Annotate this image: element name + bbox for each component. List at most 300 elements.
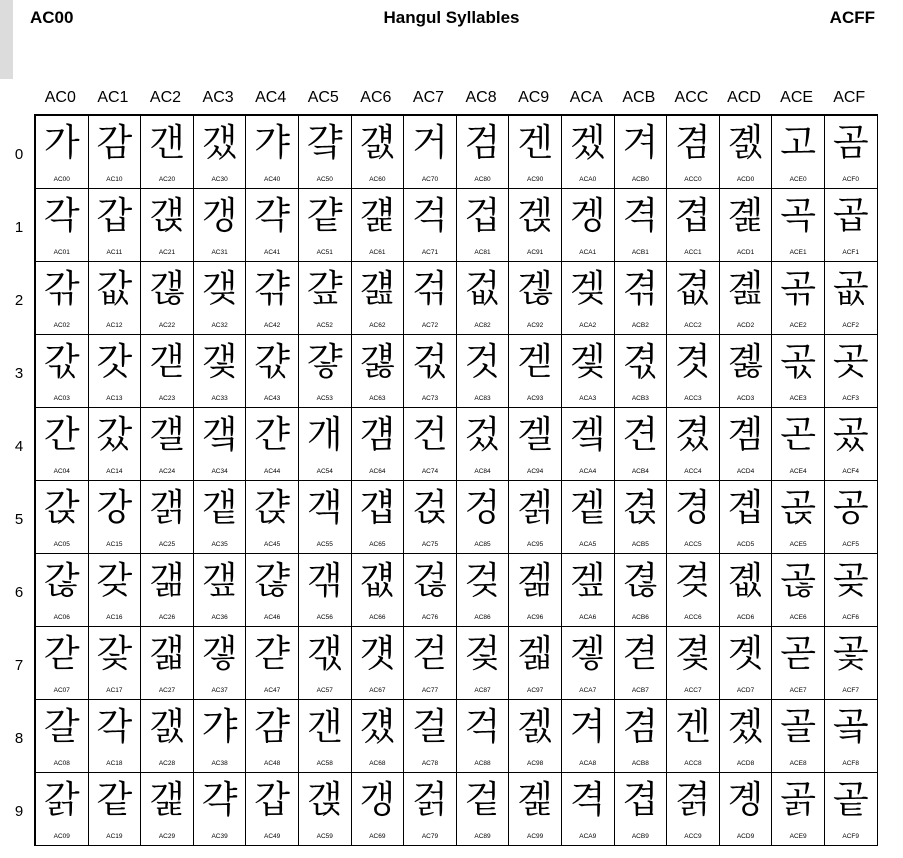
code-point-label: AC67 <box>369 687 386 694</box>
glyph-cell <box>89 189 142 262</box>
glyph-cell <box>299 335 352 408</box>
glyph: 공 <box>832 486 869 529</box>
glyph: 갧 <box>149 632 185 675</box>
glyph: 겸 <box>622 705 659 748</box>
code-point-label: AC31 <box>211 249 228 256</box>
glyph: 갠 <box>149 121 185 164</box>
glyph-cell <box>615 335 668 408</box>
glyph-cell <box>194 700 247 773</box>
glyph-cell <box>404 554 457 627</box>
glyph: 겠 <box>569 121 606 164</box>
glyph: 걒 <box>306 267 343 310</box>
glyph: 갖 <box>96 559 133 602</box>
glyph: 걱 <box>464 705 501 748</box>
glyph: 간 <box>43 413 80 456</box>
glyph-cell <box>772 481 825 554</box>
code-point-label: AC45 <box>264 541 281 548</box>
code-point-label: ACF7 <box>842 687 860 694</box>
glyph-cell <box>36 773 89 846</box>
glyph: 갃 <box>43 340 80 383</box>
glyph: 걈 <box>254 705 291 748</box>
glyph: 겄 <box>464 413 501 456</box>
glyph-cell <box>615 481 668 554</box>
glyph-cell <box>825 189 878 262</box>
column-header: ACC <box>674 89 709 106</box>
chart-row <box>36 262 878 335</box>
code-point-label: AC94 <box>527 468 544 475</box>
glyph-cell <box>720 408 773 481</box>
code-point-label: ACC2 <box>684 322 702 329</box>
glyph: 겯 <box>622 632 659 675</box>
code-point-label: AC70 <box>421 176 439 183</box>
code-point-label: ACA2 <box>579 322 597 329</box>
code-point-label: AC28 <box>158 760 176 767</box>
glyph-cell <box>89 481 142 554</box>
code-point-label: AC79 <box>421 833 439 840</box>
glyph: 곶 <box>832 559 869 602</box>
glyph-cell <box>562 554 615 627</box>
code-point-label: ACA0 <box>579 176 597 183</box>
glyph: 강 <box>96 486 133 529</box>
glyph-cell <box>352 773 405 846</box>
code-point-label: AC43 <box>264 395 281 402</box>
glyph-cell <box>404 116 457 189</box>
code-point-label: AC16 <box>106 614 123 621</box>
glyph-cell <box>667 481 720 554</box>
column-header: AC1 <box>97 89 129 106</box>
glyph-cell <box>89 116 142 189</box>
code-point-label: ACE1 <box>789 249 807 256</box>
code-point-label: ACE8 <box>789 760 807 767</box>
code-point-label: ACF3 <box>842 395 860 402</box>
code-point-label: ACF1 <box>842 249 860 256</box>
code-point-label: ACD8 <box>736 760 755 767</box>
glyph: 개 <box>306 413 343 456</box>
glyph-cell <box>772 116 825 189</box>
glyph: 겐 <box>675 705 711 748</box>
glyph: 겭 <box>622 486 659 529</box>
glyph-cell <box>509 627 562 700</box>
code-point-label: ACE4 <box>789 468 807 475</box>
glyph-cell <box>825 700 878 773</box>
chart-row <box>36 335 878 408</box>
glyph: 객 <box>306 486 343 529</box>
code-point-label: ACA9 <box>579 833 597 840</box>
glyph-cell <box>299 773 352 846</box>
code-point-label: ACF0 <box>842 176 860 183</box>
glyph: 고 <box>780 121 816 164</box>
code-point-label: AC61 <box>369 249 386 256</box>
glyph-cell <box>36 116 89 189</box>
code-point-label: AC55 <box>316 541 333 548</box>
glyph-cell <box>89 335 142 408</box>
glyph-cell <box>772 627 825 700</box>
glyph-cell <box>772 554 825 627</box>
glyph: 거 <box>412 121 448 164</box>
code-point-label: AC53 <box>316 395 333 402</box>
code-point-label: AC30 <box>211 176 228 183</box>
glyph-cell <box>509 116 562 189</box>
glyph-cell <box>36 262 89 335</box>
glyph-cell <box>772 700 825 773</box>
glyph-cell <box>404 773 457 846</box>
code-point-label: ACA1 <box>579 249 597 256</box>
code-point-label: AC84 <box>474 468 491 475</box>
code-point-label: AC87 <box>474 687 491 694</box>
glyph: 갈 <box>43 705 80 748</box>
glyph-cell <box>562 627 615 700</box>
glyph: 걥 <box>359 486 396 529</box>
glyph-cell <box>615 700 668 773</box>
glyph: 걱 <box>412 194 448 237</box>
glyph: 걦 <box>359 559 396 602</box>
glyph-cell <box>89 627 142 700</box>
code-point-label: AC46 <box>264 614 281 621</box>
glyph-cell <box>667 554 720 627</box>
code-point-label: AC52 <box>316 322 333 329</box>
glyph: 값 <box>96 267 133 310</box>
code-point-label: ACD2 <box>736 322 755 329</box>
glyph: 견 <box>622 413 659 456</box>
code-point-label: AC05 <box>53 541 70 548</box>
code-point-label: AC58 <box>316 760 333 767</box>
glyph: 감 <box>96 121 133 164</box>
glyph-cell <box>404 627 457 700</box>
glyph-cell <box>141 554 194 627</box>
glyph: 겫 <box>622 340 659 383</box>
glyph-cell <box>246 554 299 627</box>
glyph: 갡 <box>306 778 343 821</box>
glyph: 갱 <box>201 194 238 237</box>
glyph-cell <box>246 335 299 408</box>
code-point-label: ACA3 <box>579 395 597 402</box>
glyph-cell <box>246 627 299 700</box>
range-start-label: AC00 <box>30 8 74 27</box>
glyph: 곕 <box>727 486 764 529</box>
glyph: 각 <box>43 194 80 237</box>
glyph-cell <box>352 700 405 773</box>
glyph-cell <box>404 189 457 262</box>
code-point-label: ACB9 <box>631 833 649 840</box>
glyph: 곱 <box>832 194 869 237</box>
row-label: 6 <box>14 584 24 601</box>
glyph: 겆 <box>464 559 501 602</box>
glyph-cell <box>509 262 562 335</box>
glyph: 겙 <box>517 778 554 821</box>
glyph: 갗 <box>96 632 133 675</box>
glyph: 겓 <box>517 340 554 383</box>
glyph-cell <box>562 481 615 554</box>
glyph-cell <box>615 627 668 700</box>
code-point-label: AC56 <box>316 614 333 621</box>
code-point-label: ACC7 <box>684 687 702 694</box>
glyph: 갑 <box>254 778 291 821</box>
code-point-label: ACC4 <box>684 468 702 475</box>
code-point-label: AC18 <box>106 760 123 767</box>
code-point-label: ACB0 <box>631 176 649 183</box>
glyph: 곰 <box>832 121 869 164</box>
column-header: ACB <box>622 89 656 106</box>
glyph: 걧 <box>359 632 396 675</box>
glyph-cell <box>89 554 142 627</box>
glyph: 갅 <box>43 486 80 529</box>
glyph: 곥 <box>780 486 816 529</box>
code-point-label: AC33 <box>211 395 228 402</box>
glyph: 것 <box>464 340 501 383</box>
glyph: 갸 <box>254 121 291 164</box>
glyph-cell <box>562 189 615 262</box>
glyph-cell <box>772 773 825 846</box>
code-point-label: AC98 <box>527 760 544 767</box>
glyph-cell <box>352 408 405 481</box>
column-header: AC3 <box>202 89 234 106</box>
glyph-cell <box>352 627 405 700</box>
glyph: 갢 <box>149 267 185 310</box>
glyph: 갥 <box>149 486 185 529</box>
glyph-cell <box>667 627 720 700</box>
glyph: 곩 <box>780 778 816 821</box>
glyph-cell <box>509 408 562 481</box>
code-point-label: ACD0 <box>736 176 755 183</box>
glyph-cell <box>562 700 615 773</box>
glyph-cell <box>141 627 194 700</box>
glyph-cell <box>825 116 878 189</box>
code-point-label: AC92 <box>527 322 544 329</box>
glyph-cell <box>352 481 405 554</box>
glyph-cell <box>825 335 878 408</box>
glyph-cell <box>352 554 405 627</box>
code-point-label: AC93 <box>527 395 544 402</box>
glyph-cell <box>562 773 615 846</box>
glyph: 갔 <box>96 413 133 456</box>
glyph-cell <box>667 700 720 773</box>
code-point-label: AC74 <box>421 468 439 475</box>
glyph-cell <box>404 408 457 481</box>
glyph-cell <box>457 554 510 627</box>
code-point-label: ACB8 <box>631 760 649 767</box>
code-point-label: AC96 <box>527 614 544 621</box>
code-point-label: ACE7 <box>789 687 807 694</box>
glyph: 갇 <box>43 632 80 675</box>
glyph-cell <box>352 116 405 189</box>
glyph: 곦 <box>780 559 816 602</box>
code-point-label: AC07 <box>53 687 70 694</box>
code-point-label: AC95 <box>527 541 544 548</box>
glyph-cell <box>299 627 352 700</box>
code-point-label: AC19 <box>106 833 123 840</box>
glyph: 겿 <box>675 632 711 675</box>
glyph: 겸 <box>675 121 711 164</box>
glyph-cell <box>457 700 510 773</box>
range-end-label: ACFF <box>829 8 875 27</box>
glyph-cell <box>615 773 668 846</box>
code-point-label: AC97 <box>527 687 544 694</box>
glyph-cell <box>667 189 720 262</box>
glyph-cell <box>141 481 194 554</box>
code-point-label: ACA5 <box>579 541 597 548</box>
glyph-cell <box>720 700 773 773</box>
chart-row <box>36 700 878 773</box>
glyph: 겥 <box>569 486 606 529</box>
glyph-cell <box>562 408 615 481</box>
glyph: 겹 <box>622 778 659 821</box>
glyph-cell <box>825 481 878 554</box>
glyph: 갠 <box>306 705 343 748</box>
glyph-cell <box>509 335 562 408</box>
glyph: 곷 <box>832 632 869 675</box>
glyph-cell <box>89 408 142 481</box>
code-point-label: ACD7 <box>736 687 755 694</box>
glyph: 가 <box>43 121 80 164</box>
glyph-cell <box>194 408 247 481</box>
glyph-cell <box>720 262 773 335</box>
glyph-cell <box>457 262 510 335</box>
glyph: 갰 <box>201 121 238 164</box>
glyph: 갷 <box>201 632 238 675</box>
glyph: 갤 <box>149 413 185 456</box>
glyph: 겁 <box>464 194 501 237</box>
code-point-label: AC85 <box>474 541 491 548</box>
glyph-cell <box>194 262 247 335</box>
glyph: 겐 <box>517 121 554 164</box>
glyph-cell <box>141 335 194 408</box>
glyph: 갟 <box>306 632 343 675</box>
code-point-label: AC32 <box>211 322 228 329</box>
block-title: Hangul Syllables <box>383 8 520 27</box>
code-point-label: AC11 <box>106 249 123 256</box>
code-point-label: AC40 <box>264 176 281 183</box>
column-header: ACF <box>833 89 866 106</box>
glyph: 갳 <box>201 340 238 383</box>
code-point-label: AC12 <box>106 322 123 329</box>
glyph-cell <box>246 116 299 189</box>
column-header: AC4 <box>255 89 287 106</box>
glyph-cell <box>562 262 615 335</box>
glyph: 격 <box>622 194 659 237</box>
glyph: 곐 <box>727 121 764 164</box>
column-header: AC0 <box>44 89 76 106</box>
glyph-cell <box>246 262 299 335</box>
glyph-cell <box>615 116 668 189</box>
code-point-label: ACC9 <box>684 833 702 840</box>
glyph: 겨 <box>569 705 606 748</box>
glyph-cell <box>615 408 668 481</box>
glyph-cell <box>720 627 773 700</box>
code-point-label: AC17 <box>106 687 123 694</box>
glyph: 갺 <box>254 267 291 310</box>
code-point-label: ACF5 <box>842 541 860 548</box>
code-point-label: AC25 <box>158 541 176 548</box>
glyph-cell <box>667 408 720 481</box>
glyph: 갱 <box>359 778 396 821</box>
glyph: 경 <box>675 486 711 529</box>
code-point-label: ACF4 <box>842 468 860 475</box>
glyph: 갑 <box>96 194 133 237</box>
glyph: 걳 <box>412 340 448 383</box>
code-point-label: AC57 <box>316 687 333 694</box>
glyph: 걑 <box>306 194 343 237</box>
glyph-cell <box>457 335 510 408</box>
code-point-label: ACB2 <box>631 322 649 329</box>
code-point-label: ACA8 <box>579 760 597 767</box>
glyph: 갂 <box>43 267 80 310</box>
glyph-cell <box>89 700 142 773</box>
glyph-cell <box>246 189 299 262</box>
code-point-label: ACE9 <box>789 833 807 840</box>
code-point-label: AC49 <box>264 833 281 840</box>
glyph: 겂 <box>464 267 501 310</box>
code-point-label: AC47 <box>264 687 281 694</box>
code-point-label: AC14 <box>106 468 123 475</box>
glyph: 겼 <box>675 413 711 456</box>
code-point-label: ACA4 <box>579 468 597 475</box>
glyph: 곳 <box>832 340 869 383</box>
glyph-cell <box>36 189 89 262</box>
row-label: 8 <box>14 730 24 747</box>
glyph: 각 <box>96 705 133 748</box>
code-point-label: AC06 <box>53 614 70 621</box>
code-point-label: AC10 <box>106 176 123 183</box>
glyph: 곔 <box>727 413 764 456</box>
row-label: 3 <box>14 365 24 382</box>
glyph: 곒 <box>727 267 764 310</box>
chart-row <box>36 773 878 846</box>
glyph: 겧 <box>569 632 606 675</box>
glyph-cell <box>457 481 510 554</box>
glyph-cell <box>509 554 562 627</box>
glyph-cell <box>194 554 247 627</box>
code-point-label: AC80 <box>474 176 491 183</box>
code-point-label: AC26 <box>158 614 176 621</box>
glyph: 겾 <box>675 559 711 602</box>
glyph-cell <box>457 773 510 846</box>
glyph: 곗 <box>727 632 764 675</box>
glyph: 갞 <box>306 559 343 602</box>
glyph-cell <box>562 116 615 189</box>
glyph: 갵 <box>201 486 238 529</box>
glyph-cell <box>825 408 878 481</box>
code-point-label: AC39 <box>211 833 228 840</box>
glyph-cell <box>667 335 720 408</box>
code-point-label: AC68 <box>369 760 386 767</box>
glyph: 겅 <box>464 486 501 529</box>
glyph: 걨 <box>359 705 396 748</box>
glyph: 격 <box>569 778 606 821</box>
glyph: 겕 <box>517 486 554 529</box>
glyph-cell <box>299 189 352 262</box>
code-point-label: ACF6 <box>842 614 860 621</box>
glyph-cell <box>667 262 720 335</box>
glyph-cell <box>509 481 562 554</box>
code-point-label: ACB7 <box>631 687 649 694</box>
glyph: 곸 <box>832 705 869 748</box>
code-point-label: AC99 <box>527 833 544 840</box>
code-point-label: AC41 <box>264 249 281 256</box>
glyph-cell <box>615 262 668 335</box>
glyph: 곡 <box>780 194 816 237</box>
code-point-label: AC29 <box>158 833 176 840</box>
code-point-label: AC08 <box>53 760 70 767</box>
code-point-label: ACC3 <box>684 395 702 402</box>
glyph-cell <box>772 335 825 408</box>
glyph-cell <box>194 773 247 846</box>
code-point-label: AC76 <box>421 614 439 621</box>
glyph: 갹 <box>254 194 291 237</box>
glyph-cell <box>509 189 562 262</box>
glyph-cell <box>36 627 89 700</box>
glyph-cell <box>141 773 194 846</box>
glyph-cell <box>615 189 668 262</box>
